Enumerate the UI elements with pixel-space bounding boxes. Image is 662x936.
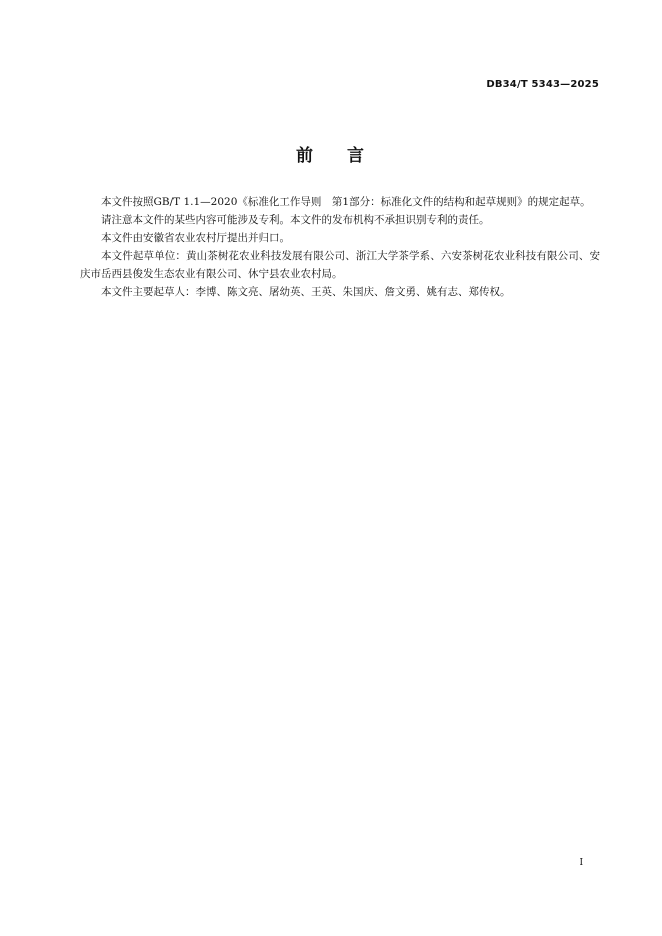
page-title [0,141,662,166]
title-char-1: 前 [296,146,315,166]
title-char-2: 言 [347,146,366,166]
page-number: I [579,858,583,868]
paragraph-drafting-units: 本文件起草单位：黄山茶树花农业科技发展有限公司、浙江大学茶学系、六安茶树花农业科技有限公司、安庆市岳西县俊发生态农业有限公司、休宁县农业农村局。 [80,250,600,280]
paragraph-drafting-rules: 本文件按照GB/T 1.1—2020《标准化工作导则 第1部分：标准化文件的结构和起草规则》的规定起草。 [101,196,591,208]
paragraph-proposer: 本文件由安徽省农业农村厅提出并归口。 [101,232,290,244]
paragraph-patent-notice: 请注意本文件的某些内容可能涉及专利。本文件的发布机构不承担识别专利的责任。 [101,214,490,226]
paragraph-main-drafters: 本文件主要起草人：李博、陈文亮、屠幼英、王英、朱国庆、詹文勇、姚有志、郑传权。 [101,286,511,298]
foreword-body [80,193,600,301]
document-code: DB34/T 5343—2025 [486,79,599,90]
